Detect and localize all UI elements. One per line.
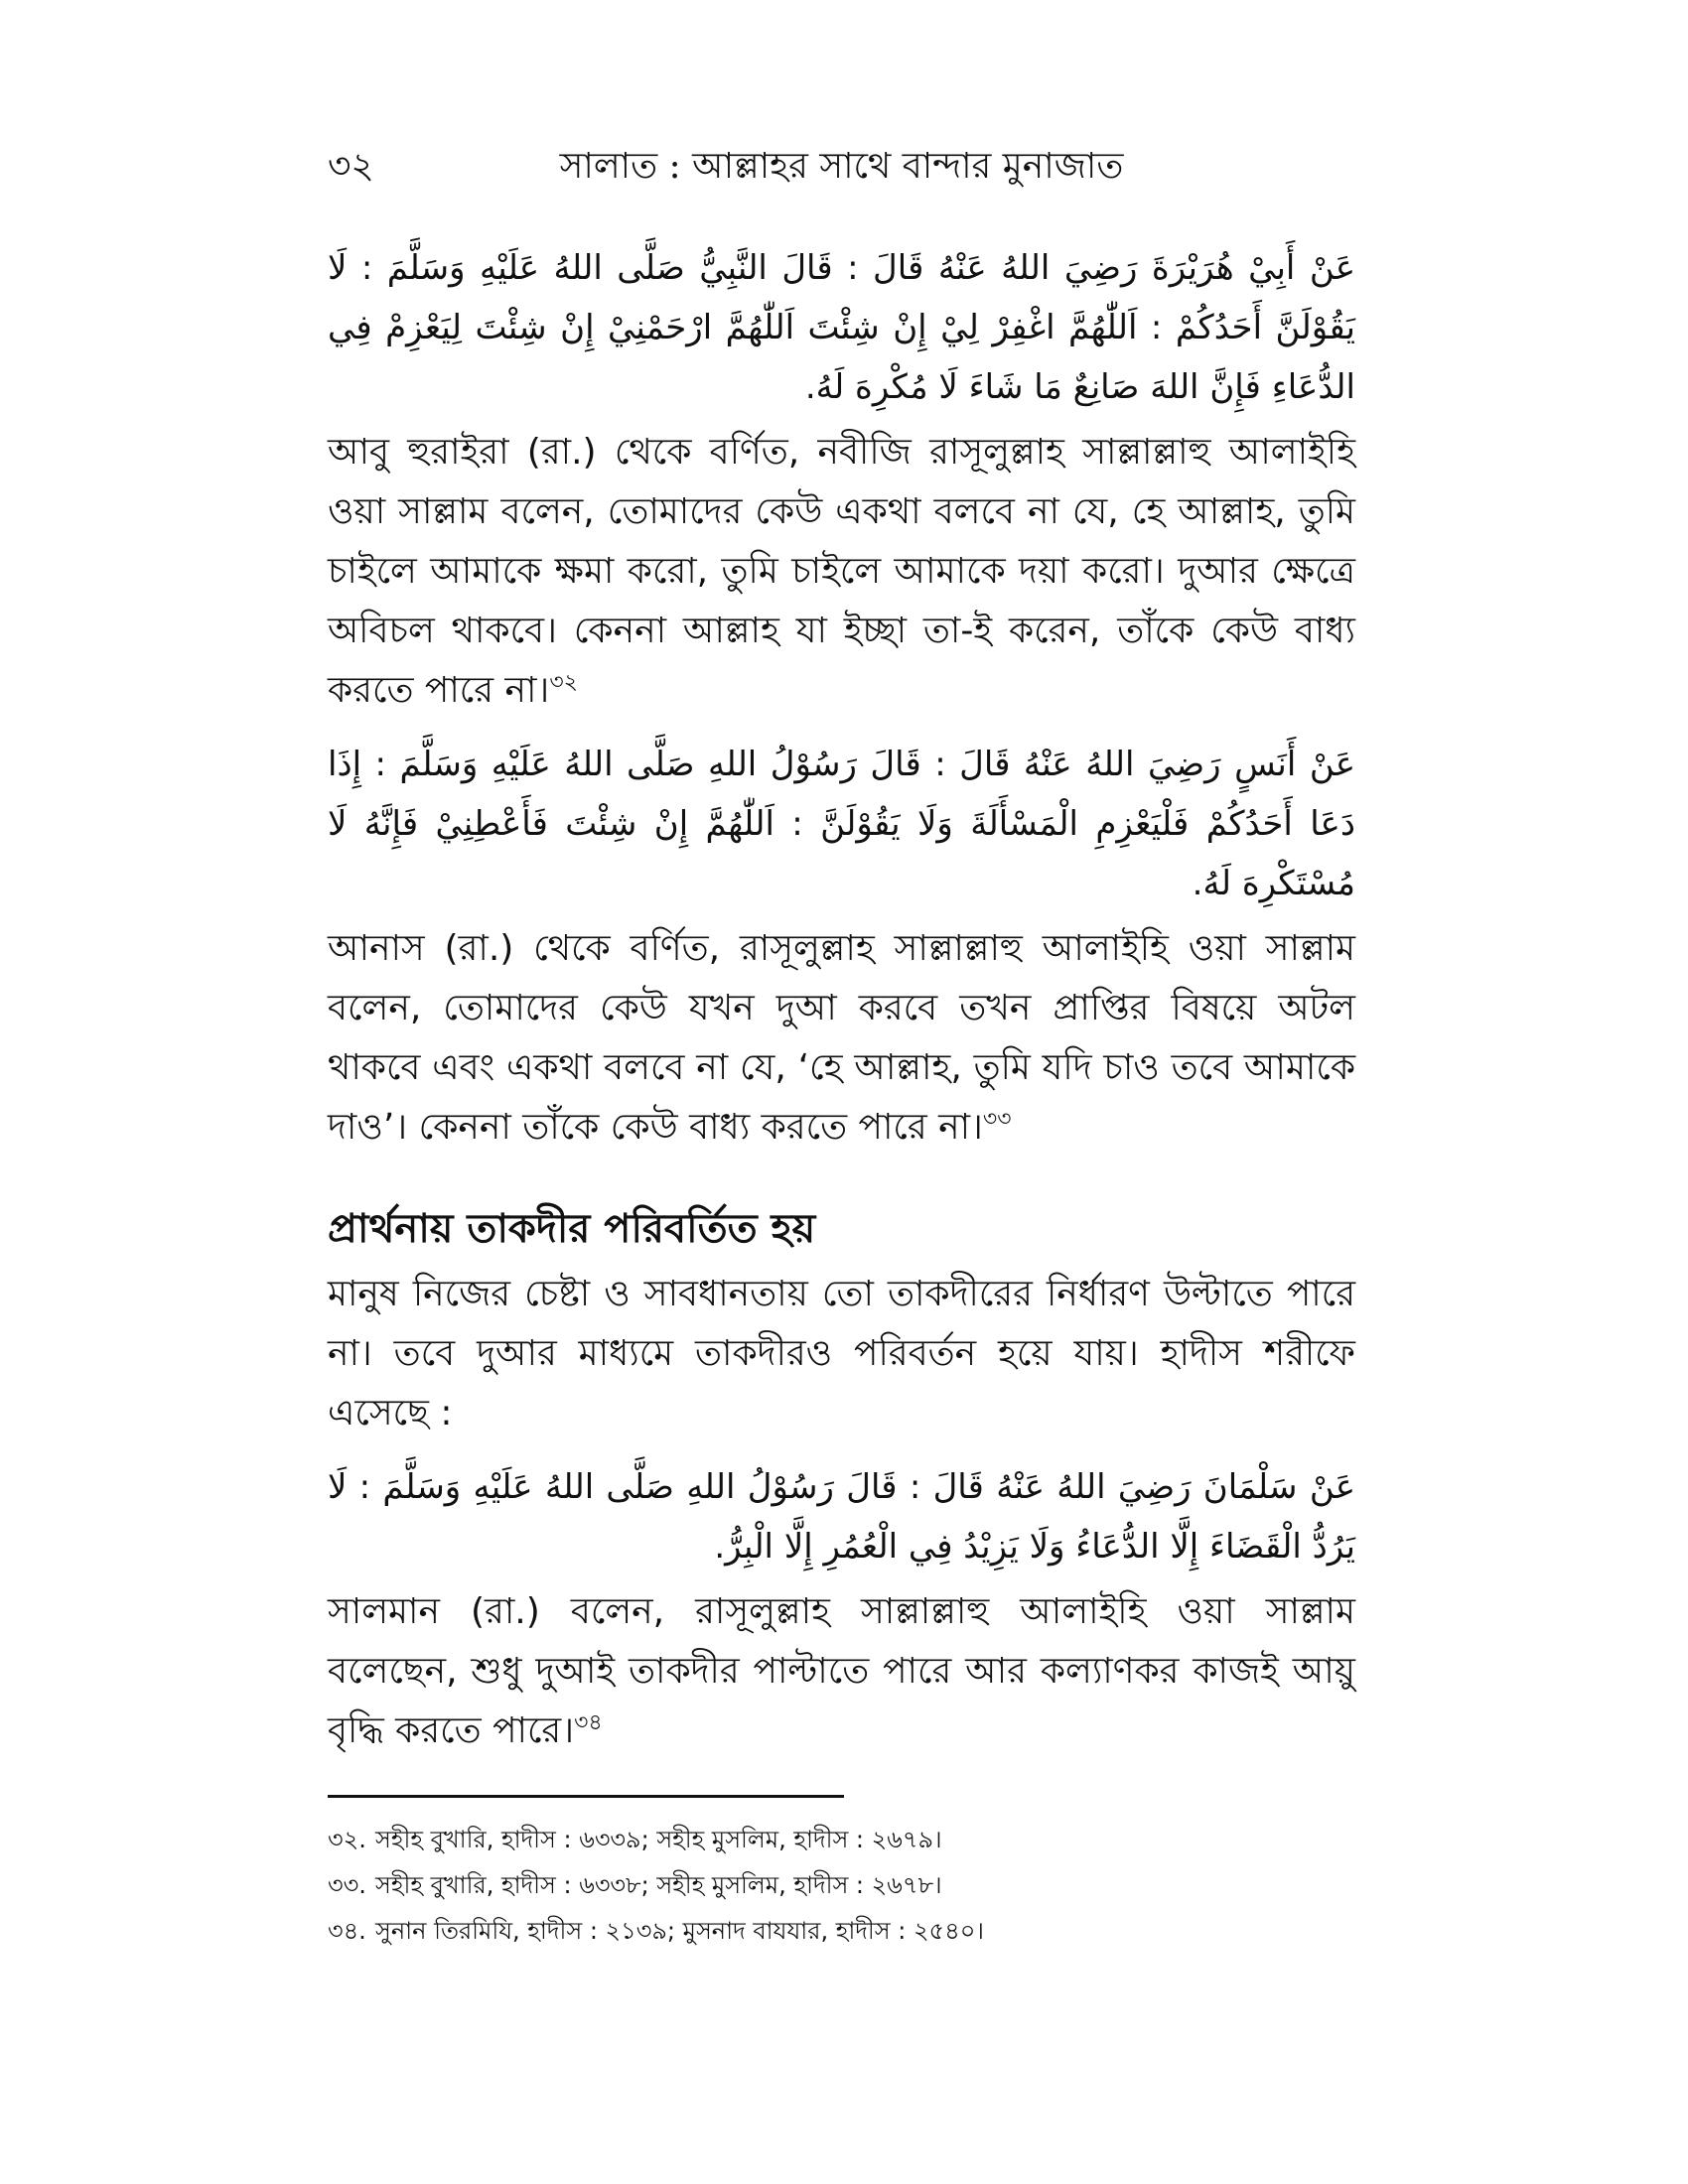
- section-heading: প্রার্থনায় তাকদীর পরিবর্তিত হয়: [328, 1206, 816, 1252]
- footnote-divider: [328, 1795, 844, 1798]
- footnote-ref: ৩৩: [982, 1107, 1012, 1132]
- footnote-ref: ৩৪: [574, 1710, 603, 1735]
- footnote-item: [328, 1817, 1355, 1862]
- translation-text: আনাস (রা.) থেকে বর্ণিত, রাসূলুল্লাহ সাল্লাল্লাহু আলাইহি ওয়া সাল্লাম বলেন, তোমাদের কেউ যখন দুআ করবে তখন প্রাপ্তির বিষয়ে অটল থাকবে এবং একথা বলবে না যে, ‘হে আল্লাহ, তুমি যদি চাও তবে আমাকে দাও’। কেননা তাঁকে কেউ বাধ্য করতে পারে না।: [328, 928, 1355, 1148]
- hadith-translation-3: [328, 1582, 1355, 1761]
- running-header: [328, 139, 1355, 199]
- footnote-item: [328, 1862, 1355, 1908]
- footnote-number: ৩৪.: [328, 1917, 366, 1945]
- translation-text: সালমান (রা.) বলেন, রাসূলুল্লাহ সাল্লাল্লাহু আলাইহি ওয়া সাল্লাম বলেছেন, শুধু দুআই তাকদীর পাল্টাতে পারে আর কল্যাণকর কাজই আয়ু বৃদ্ধি করতে পারে।: [328, 1591, 1355, 1751]
- footnote-number: ৩৩.: [328, 1871, 366, 1899]
- hadith-arabic-1: عَنْ أَبِيْ هُرَيْرَةَ رَضِيَ اللهُ عَنْهُ قَالَ : قَالَ النَّبِيُّ صَلَّى اللهُ عَلَيْهِ وَسَلَّمَ : لَا يَقُوْلَنَّ أَحَدُكُمْ : اَللّٰهُمَّ اغْفِرْ لِيْ إِنْ شِئْتَ اَللّٰهُمَّ ارْحَمْنِيْ إِنْ شِئْتَ لِيَعْزِمْ فِي الدُّعَاءِ فَإِنَّ اللهَ صَانِعٌ مَا شَاءَ لَا مُكْرِهَ لَهُ.: [328, 248, 1355, 407]
- footnote-ref: ৩২: [549, 670, 578, 695]
- footnote-text: সুনান তিরমিযি, হাদীস : ২১৩৯; মুসনাদ বাযযার, হাদীস : ২৫৪০।: [375, 1917, 984, 1945]
- footnote-item: [328, 1908, 1355, 1954]
- footnote-text: সহীহ বুখারি, হাদীস : ৬৩৩৮; সহীহ মুসলিম, হাদীস : ২৬৭৮।: [375, 1871, 942, 1899]
- running-title: সালাত : আল্লাহর সাথে বান্দার মুনাজাত: [559, 146, 1124, 187]
- section-intro: মানুষ নিজের চেষ্টা ও সাবধানতায় তো তাকদীরের নির্ধারণ উল্টাতে পারে না। তবে দুআর মাধ্যমে তাকদীরও পরিবর্তন হয়ে যায়। হাদীস শরীফে এসেছে :: [328, 1274, 1355, 1433]
- translation-text: আবু হুরাইরা (রা.) থেকে বর্ণিত, নবীজি রাসূলুল্লাহ সাল্লাল্লাহু আলাইহি ওয়া সাল্লাম বলেন, তোমাদের কেউ একথা বলবে না যে, হে আল্লাহ, তুমি চাইলে আমাকে ক্ষমা করো, তুমি চাইলে আমাকে দয়া করো। দুআর ক্ষেত্রে অবিচল থাকবে। কেননা আল্লাহ যা ইচ্ছা তা-ই করেন, তাঁকে কেউ বাধ্য করতে পারে না।: [328, 432, 1355, 711]
- main-content: [328, 238, 1355, 1775]
- footnote-text: সহীহ বুখারি, হাদীস : ৬৩৩৯; সহীহ মুসলিম, হাদীস : ২৬৭৯।: [375, 1826, 942, 1853]
- hadith-arabic-3: عَنْ سَلْمَانَ رَضِيَ اللهُ عَنْهُ قَالَ : قَالَ رَسُوْلُ اللهِ صَلَّى اللهُ عَلَيْهِ وَسَلَّمَ : لَا يَرُدُّ الْقَضَاءَ إِلَّا الدُّعَاءُ وَلَا يَزِيْدُ فِي الْعُمُرِ إِلَّا الْبِرُّ.: [328, 1467, 1355, 1567]
- footnotes: [328, 1817, 1355, 1954]
- footnote-number: ৩২.: [328, 1826, 366, 1853]
- hadith-translation-1: [328, 423, 1355, 721]
- hadith-arabic-2: عَنْ أَنَسٍ رَضِيَ اللهُ عَنْهُ قَالَ : قَالَ رَسُوْلُ اللهِ صَلَّى اللهُ عَلَيْهِ وَسَلَّمَ : إِذَا دَعَا أَحَدُكُمْ فَلْيَعْزِمِ الْمَسْأَلَةَ وَلَا يَقُوْلَنَّ : اَللّٰهُمَّ إِنْ شِئْتَ فَأَعْطِنِيْ فَإِنَّهُ لَا مُسْتَكْرِهَ لَهُ.: [328, 745, 1355, 903]
- hadith-translation-2: [328, 919, 1355, 1158]
- page-number: ৩২: [328, 146, 374, 187]
